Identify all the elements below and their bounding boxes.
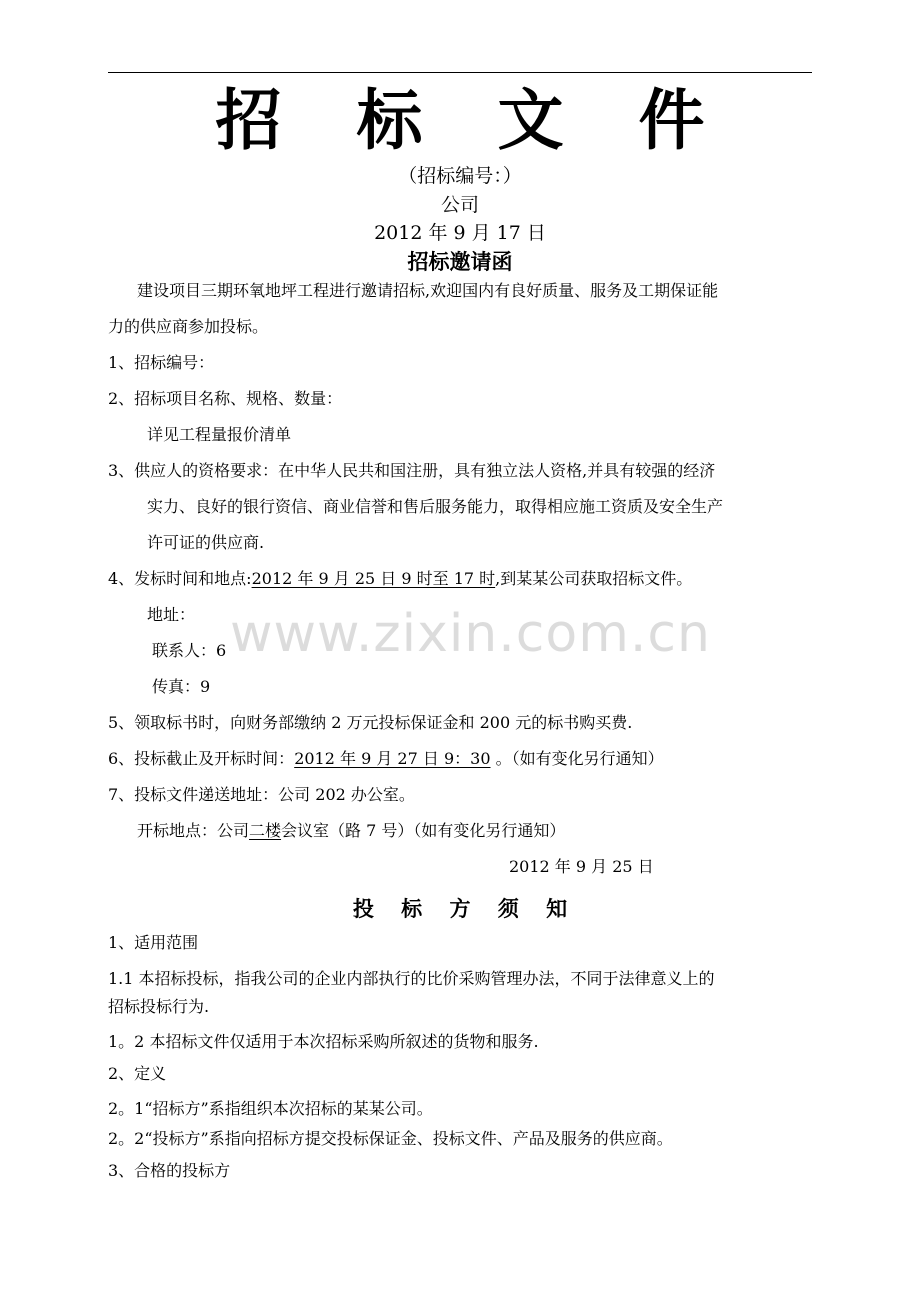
item-deadline-value: 2012 年 9 月 27 日 9：30 [294,749,491,768]
item-issue-time-value: 2012 年 9 月 25 日 9 时至 17 时 [251,569,496,588]
fax-line: 传真：9 [152,677,211,696]
section-qualified-bidder: 3、合格的投标方 [108,1161,231,1180]
item-issue-time-suffix: ,到某某公司获取招标文件。 [495,569,693,588]
company-name: 公司 [440,194,479,216]
item-project-name: 2、招标项目名称、规格、数量： [108,389,343,408]
item-deadline [108,747,664,771]
opening-location [137,819,565,843]
opening-location-prefix: 开标地点：公司 [137,821,250,840]
item-bid-number: 1、招标编号： [108,353,215,372]
intro-line-2: 力的供应商参加投标。 [108,317,269,336]
section-1-1-line-2: 招标投标行为. [108,997,210,1016]
section-1-1-line-1: 1.1 本招标投标，指我公司的企业内部执行的比价采购管理办法，不同于法律意义上的 [108,969,715,988]
contact-line: 联系人：6 [152,641,227,660]
invitation-date: 2012 年 9 月 25 日 [509,857,654,876]
document-date: 2012 年 9 月 17 日 [374,222,546,244]
item-issue-time [108,567,692,591]
item-qualification-1: 3、供应人的资格要求：在中华人民共和国注册，具有独立法人资格,并具有较强的经济 [108,461,716,480]
item-deadline-prefix: 6、投标截止及开标时间： [108,749,295,768]
item-deposit: 5、领取标书时，向财务部缴纳 2 万元投标保证金和 200 元的标书购买费. [108,713,633,732]
section-2-2: 2。2“投标方”系指向招标方提交投标保证金、投标文件、产品及服务的供应商。 [108,1129,673,1148]
watermark: www.zixin.com.cn [230,604,711,664]
section-definitions: 2、定义 [108,1064,167,1083]
address-line: 地址： [147,605,196,624]
notice-heading: 投 标 方 须 知 [352,896,578,921]
item-issue-time-prefix: 4、发标时间和地点: [108,569,252,588]
section-2-1: 2。1“招标方”系指组织本次招标的某某公司。 [108,1099,433,1118]
header-rule [108,72,812,73]
invitation-heading: 招标邀请函 [407,249,513,274]
opening-location-floor: 二楼 [249,821,282,840]
opening-location-suffix: 会议室（路 7 号）（如有变化另行通知） [281,821,566,840]
item-deadline-suffix: 。（如有变化另行通知） [490,749,664,768]
section-scope: 1、适用范围 [108,933,199,952]
bid-number-label: （招标编号：） [398,165,522,187]
intro-line-1: 建设项目三期环氧地坪工程进行邀请招标,欢迎国内有良好质量、服务及工期保证能 [137,281,719,300]
item-qualification-3: 许可证的供应商. [147,533,265,552]
item-project-detail: 详见工程量报价清单 [147,425,292,444]
section-1-2: 1。2 本招标文件仅适用于本次招标采购所叙述的货物和服务. [108,1032,539,1051]
item-qualification-2: 实力、良好的银行资信、商业信誉和售后服务能力，取得相应施工资质及安全生产 [147,497,724,516]
document-title: 招 标 文 件 [215,81,731,159]
item-delivery-address: 7、投标文件递送地址：公司 202 办公室。 [108,785,415,804]
